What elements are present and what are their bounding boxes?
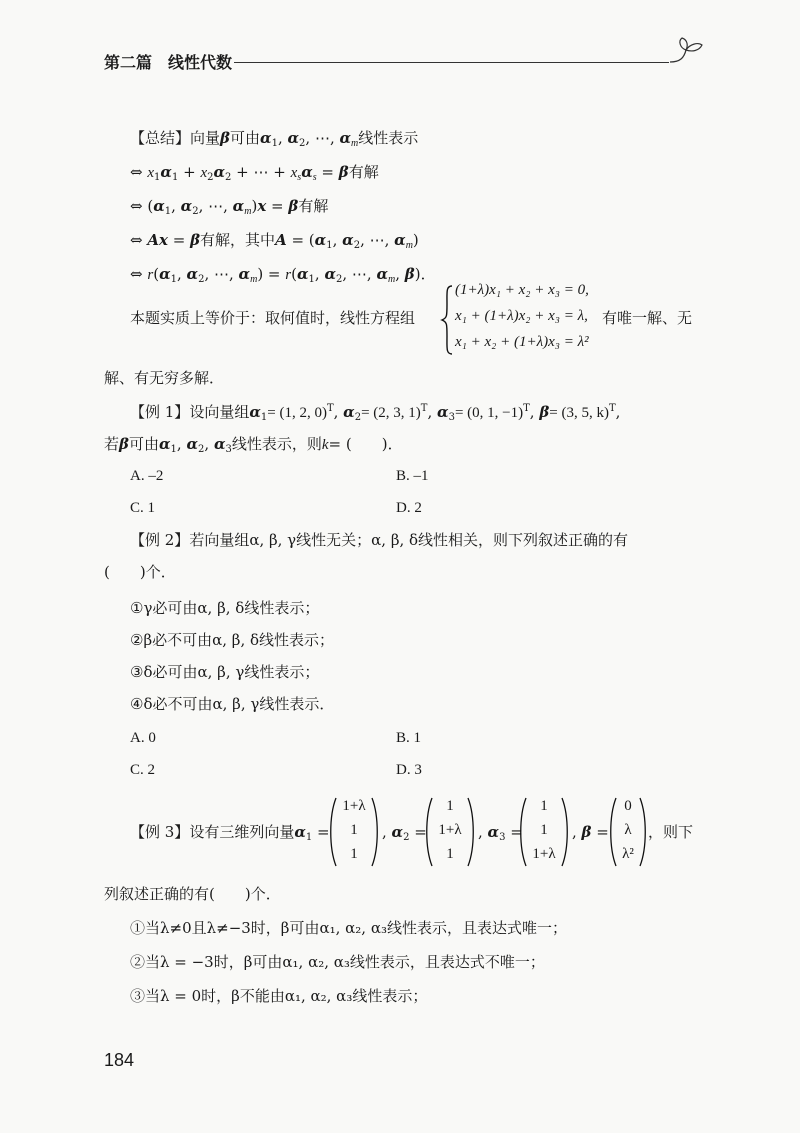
example3-sep-a3: , $\alpha_3$ = [478,823,523,843]
example3-sep-a2: , $\alpha_2$ = [382,823,427,843]
example3-label: 【例 3】 [130,823,190,841]
matrix-cell: 1+λ [438,822,462,838]
vec-a1-value: = (1, 2, 0) [267,405,327,421]
conclusion-tail: 有唯一解、无 [602,309,693,327]
example1-text: = ( )． [328,435,403,453]
matrix-cell: 0 [624,798,632,814]
matrix-cell: 1+λ [342,798,366,814]
equiv-symbol: ⇔ [130,231,143,249]
column-vector-a2 [426,796,474,868]
has-solution-text: 有解 [298,197,329,215]
example1-label: 【例 1】 [130,403,190,421]
example3-line-1: 【例 3】设有三维列向量$\alpha_1$ = [130,823,330,843]
example1-option-a: A. –2 [130,468,164,484]
example2-line-1 [130,530,628,550]
summary-text: 线性表示 [358,129,419,147]
conclusion-line-2: 解、有无穷多解． [104,369,225,387]
example1-text: 若 [104,435,120,453]
summary-line-1: 【总结】向量β可由$\alpha_1$, $\alpha_2$, ⋯, $\alpha_m$线性表示 [130,129,419,149]
example3-tail: ，则下 [648,823,694,841]
example3-line-2: 列叙述正确的有( )个． [104,885,281,903]
has-solution-text: 有解 [200,231,231,249]
example1-text: 线性表示，则 [231,435,322,453]
matrix-cell: λ² [622,846,634,862]
example1-option-d: D. 2 [396,500,422,516]
equiv-symbol: ⇔ [130,265,143,283]
matrix-cell: 1 [350,822,358,838]
summary-line-4: ⇔ Ax = β有解，其中$A = (\alpha_1$, $\alpha_2$, ⋯, $\alpha_m$) [130,231,419,251]
system-row-1: (1+λ)x₁ + x₂ + x₃ = 0, [455,282,589,298]
example2-line-2: ( )个． [104,563,176,581]
matrix-cell: λ [624,822,632,838]
column-vector-a1 [330,796,378,868]
example2-item-1: ①γ必可由α, β, δ线性表示； [130,599,320,617]
matrix-cell: 1 [540,798,548,814]
system-row-2: x₁ + (1+λ)x₂ + x₃ = λ, [455,308,588,324]
example1-text: 可由 [128,435,159,453]
example2-option-d: D. 3 [396,762,422,778]
where-text: ，其中 [230,231,276,249]
matrix-cell: 1 [350,846,358,862]
matrix-cell: 1 [446,798,454,814]
example1-line-1: 【例 1】设向量组$\alpha_1= (1$, 2, 0)$^T$, $\alpha_2= (2$, 3, 1)$^T$, $\alpha_3= (0$, 1, −1)$^T$, β= (3, 5, k)$^T$, [130,403,621,423]
example1-line-2: 若β可由$\alpha_1$, $\alpha_2$, $\alpha_3$线性表示，则k= ( )． [104,435,403,455]
example2-option-a: A. 0 [130,730,156,746]
example2-item-4: ④δ必不可由α, β, γ线性表示． [130,695,335,713]
running-header [104,50,704,80]
summary-text: 向量 [190,129,221,147]
system-brace-icon [440,284,454,356]
example2-item-3: ③δ必可由α, β, γ线性表示； [130,663,320,681]
conclusion-text: 本题实质上等价于：取何值时，线性方程组 [130,309,416,327]
matrix-cell: 1+λ [532,846,556,862]
vec-a2-value: = (2, 3, 1) [361,405,421,421]
example1-option-c: C. 1 [130,500,156,516]
example3-item-3: ③当λ = 0时，β不能由α₁, α₂, α₃线性表示； [130,987,428,1005]
has-solution-text: 有解 [348,163,379,181]
equiv-symbol: ⇔ [130,197,143,215]
summary-label: 【总结】 [130,129,191,147]
chapter-title: 第二篇 线性代数 [104,53,233,72]
example2-text: 若向量组α, β, γ线性无关；α, β, δ线性相关，则下列叙述正确的有 [189,531,629,549]
example2-item-2: ②β必不可由α, β, δ线性表示； [130,631,335,649]
example3-item-2: ②当λ = −3时，β可由α₁, α₂, α₃线性表示，且表达式不唯一； [130,953,545,971]
example1-option-b: B. –1 [396,468,429,484]
system-row-3: x₁ + x₂ + (1+λ)x₃ = λ² [455,334,589,350]
example1-text: 设向量组 [189,403,250,421]
vec-beta-value: = (3, 5, k) [549,405,609,421]
column-vector-a3 [520,796,568,868]
example2-label: 【例 2】 [130,531,190,549]
example3-text: 设有三维列向量 [189,823,295,841]
page-number: 184 [104,1050,135,1070]
summary-line-3: ⇔ ($\alpha_1$, $\alpha_2$, ⋯, $\alpha_m)x = \beta$有解 [130,197,329,217]
column-vector-beta [610,796,646,868]
example2-option-b: B. 1 [396,730,422,746]
sprout-icon [666,36,706,66]
header-rule [234,62,669,63]
vec-a3-value: = (0, 1, −1) [454,405,524,421]
example2-option-c: C. 2 [130,762,156,778]
summary-line-5: ⇔ $r(\alpha_1$, $\alpha_2$, ⋯, $\alpha_m) = r(\alpha_1$, $\alpha_2$, ⋯, $\alpha_m$, β)． [130,265,436,285]
summary-text: 可由 [230,129,261,147]
summary-line-2: ⇔ $x_1\alpha_1 + x_2\alpha_2$ + ⋯ + $x_s\alpha_s = \beta$有解 [130,163,379,183]
equiv-symbol: ⇔ [130,163,143,181]
example3-sep-beta: , β = [572,823,609,841]
matrix-cell: 1 [446,846,454,862]
example3-item-1: ①当λ≠0且λ≠−3时，β可由α₁, α₂, α₃线性表示，且表达式唯一； [130,919,567,937]
matrix-cell: 1 [540,822,548,838]
